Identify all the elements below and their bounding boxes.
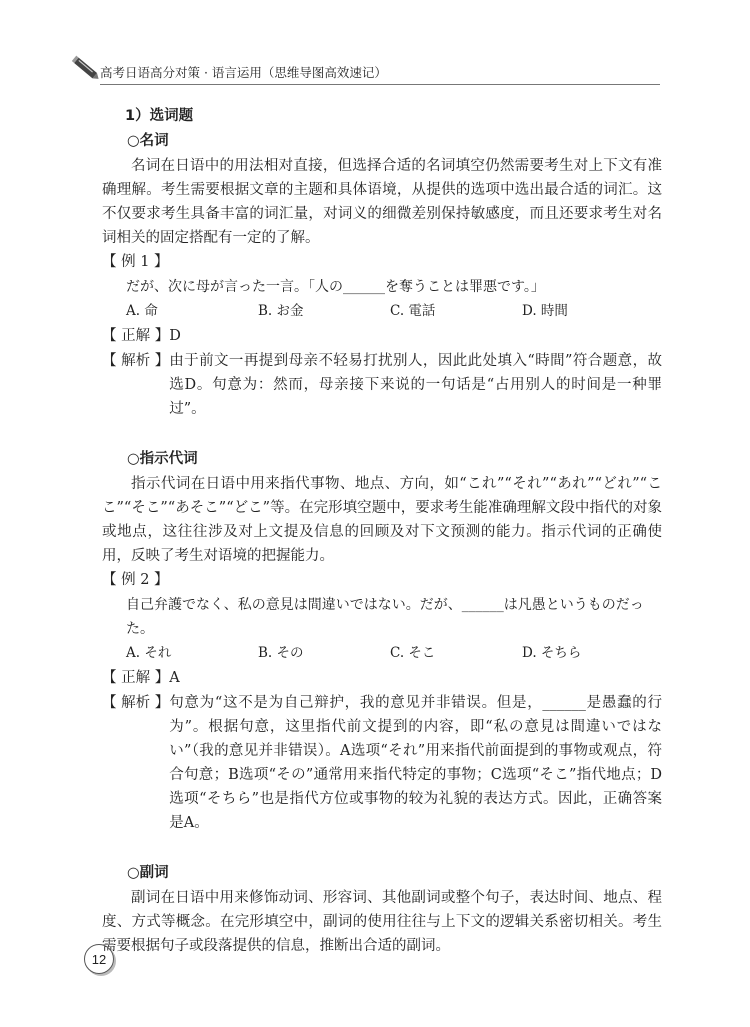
noun-heading: ○名词 [127, 133, 169, 149]
option-a: A. 命 [126, 303, 158, 319]
example-2-analysis [102, 691, 662, 835]
option-b: B. その [258, 645, 304, 661]
page-content [102, 104, 662, 958]
analysis-tag: 【 解析 】 [102, 695, 170, 711]
header-title: 高考日语高分对策 · 语言运用（思维导图高效速记） [100, 65, 387, 80]
option-c: C. 電話 [390, 303, 436, 319]
option-d: D. そちら [522, 645, 582, 661]
adverb-paragraph: 副词在日语中用来修饰动词、形容词、其他副词或整个句子，表达时间、地点、程度、方式等概念。在完形填空中，副词的使用往往与上下文的逻辑关系密切相关。考生需要根据句子或段落提供的信息，推断出合适的副词。 [102, 890, 662, 954]
example-2-sentence: 自己弁護でなく、私の意見は間違いではない。だが、______は凡愚というものだった。 [126, 597, 644, 637]
option-d: D. 時間 [522, 303, 568, 319]
adverb-heading: ○副词 [127, 865, 169, 881]
header-rule [100, 84, 660, 85]
option-b: B. お金 [258, 303, 304, 319]
example-2-label: 【 例 2 】 [102, 572, 169, 588]
example-2-answer: 【 正解 】A [102, 670, 180, 686]
page-number: 12 [84, 944, 114, 974]
analysis-tag: 【 解析 】 [102, 353, 170, 369]
analysis-text: 句意为“这不是为自己辩护，我的意见并非错误。但是，______是愚蠢的行为”。根据句意，这里指代前文提到的内容，即“私の意見は間違いではない”（我的意见并非错误）。A选项“それ”用来指代前面提到的事物或观点，符合句意；B选项“その”通常用来指代特定的事物；C选项“そこ”指代地点；D选项“そちら”也是指代方位或事物的较为礼貌的表达方式。因此，正确答案是A。 [169, 695, 662, 831]
demonstrative-paragraph: 指示代词在日语中用来指代事物、地点、方向，如“これ”“それ”“あれ”“どれ”“ここ”“そこ”“あそこ”“どこ”等。在完形填空题中，要求考生能准确理解文段中指代的对象或地点，这往往涉及对上文提及信息的回顾及对下文预测的能力。指示代词的正确使用，反映了考生对语境的把握能力。 [102, 476, 662, 564]
option-c: C. そこ [390, 645, 436, 661]
analysis-text: 由于前文一再提到母亲不轻易打扰别人，因此此处填入“時間”符合题意，故选D。句意为：然而，母亲接下来说的一句话是“占用别人的时间是一种罪过”。 [169, 353, 662, 417]
option-a: A. それ [126, 645, 172, 661]
example-2-options [102, 641, 662, 666]
pen-icon [70, 52, 102, 86]
noun-paragraph: 名词在日语中的用法相对直接，但选择合适的名词填空仍然需要考生对上下文有准确理解。考生需要根据文章的主题和具体语境，从提供的选项中选出最合适的词汇。这不仅要求考生具备丰富的词汇量，对词义的细微差别保持敏感度，而且还要求考生对名词相关的固定搭配有一定的了解。 [102, 158, 662, 246]
example-1-answer: 【 正解 】D [102, 328, 181, 344]
demonstrative-heading: ○指示代词 [127, 451, 198, 467]
example-1-analysis [102, 349, 662, 421]
example-1-label: 【 例 1 】 [102, 254, 169, 270]
page-header [70, 52, 670, 92]
example-1-sentence: だが、次に母が言った一言。「人の______を奪うことは罪悪です。」 [126, 279, 545, 295]
example-1-options [102, 299, 662, 324]
section-title: 1）选词题 [125, 108, 194, 124]
